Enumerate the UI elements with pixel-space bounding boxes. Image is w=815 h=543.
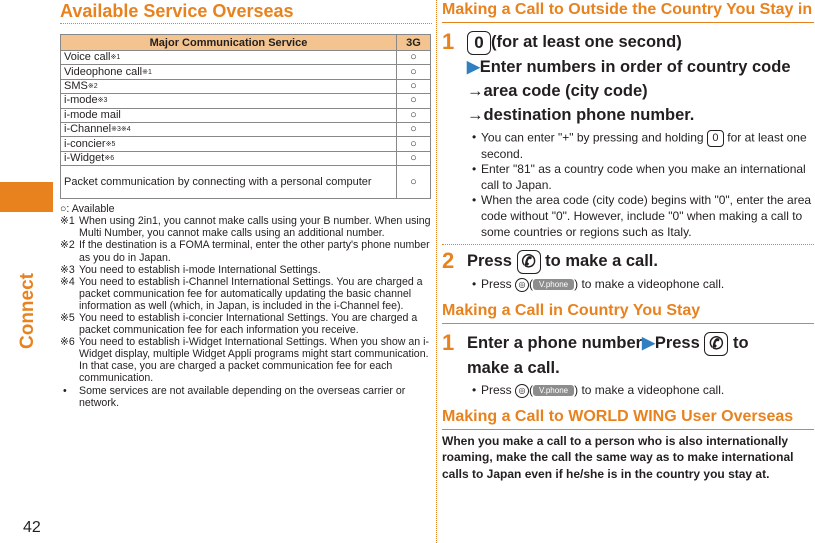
availability-mark: ○: [397, 94, 431, 108]
table-row: [61, 94, 431, 108]
availability-mark: ○: [397, 108, 431, 122]
availability-mark: ○: [397, 151, 431, 165]
table-row: [61, 122, 431, 136]
table-row: [61, 151, 431, 165]
bullet: • You can enter "+" by pressing and holding 0 for at least one second.: [472, 129, 807, 161]
table-row: [61, 108, 431, 122]
table-row: [61, 137, 431, 151]
availability-mark: ○: [397, 122, 431, 136]
service-name: Videophone call$^{※1}$: [61, 65, 397, 79]
page-number: 42: [23, 519, 41, 536]
side-tab-label: Connect: [17, 273, 38, 349]
bullet: • Enter "81" as a country code when you make an international call to Japan.: [472, 162, 806, 192]
vphone-softkey: V.phone: [533, 385, 574, 396]
footnote: ※4 You need to establish i-Channel International Settings. You are charged a packet communication fee for automatically updating the basic channel information as well (which, in Japan, is included in the i-Channel fee).: [60, 275, 423, 312]
availability-mark: ○: [397, 137, 431, 151]
table-header-3g: 3G: [397, 35, 431, 51]
availability-mark: ○: [397, 51, 431, 65]
availability-mark: ○: [397, 65, 431, 79]
section-title-in-country: Making a Call in Country You Stay: [442, 301, 814, 324]
service-name: i-Channel$^{※3※4}$: [61, 122, 397, 136]
table-row: [61, 65, 431, 79]
camera-key-icon: ◎: [515, 384, 529, 398]
table-row: [61, 51, 431, 65]
side-tab: [0, 0, 53, 543]
section-title-available-service: Available Service Overseas: [60, 0, 432, 24]
table-header-service: Major Communication Service: [61, 35, 397, 51]
service-name: Packet communication by connecting with a personal computer: [61, 166, 397, 199]
section-title-world-wing: Making a Call to WORLD WING User Overseas: [442, 407, 814, 430]
step-number: 1: [442, 29, 455, 54]
camera-key-icon: ◎: [515, 278, 529, 292]
service-table-body: [61, 51, 431, 199]
vphone-softkey: V.phone: [533, 279, 574, 290]
step-number: 2: [442, 248, 455, 274]
service-name: i-concier$^{※5}$: [61, 137, 397, 151]
availability-mark: ○: [397, 79, 431, 93]
arrow-right-icon: ▶: [642, 334, 655, 353]
footnote: ※6 You need to establish i-Widget International Settings. When you show an i-Widget display, multiple Widget Appli programs might start communication. In that case, you are charged a packet communication fee for each communication.: [60, 336, 429, 385]
service-name: i-mode$^{※3}$: [61, 94, 397, 108]
bullet: • Press ◎ ( V.phone ) to make a videophone call.: [472, 383, 725, 398]
notes: [60, 203, 432, 409]
step-1-in-country: 1 Enter a phone number▶Press ✆ to make a call.: [442, 331, 814, 380]
footnote: ※5 You need to establish i-concier International Settings. You are charged a packet communication fee for each information you receive.: [60, 311, 418, 337]
service-table: [60, 34, 431, 199]
legend: ○: Available: [60, 203, 115, 216]
call-key-icon: ✆: [517, 250, 541, 274]
side-tab-marker: [0, 182, 53, 212]
availability-mark: ○: [397, 166, 431, 199]
table-row: [61, 166, 431, 199]
arrow-right-icon: ▶: [467, 57, 480, 76]
step-number: 1: [442, 330, 455, 356]
section-title-outside-country: Making a Call to Outside the Country You Stay in: [442, 0, 814, 23]
service-name: i-mode mail: [61, 108, 397, 122]
left-column: [60, 0, 432, 409]
service-name: SMS$^{※2}$: [61, 79, 397, 93]
footnote: ※3 You need to establish i-mode International Settings.: [60, 263, 321, 276]
service-name: i-Widget$^{※6}$: [61, 151, 397, 165]
right-column: [442, 0, 814, 482]
footnote: ※1 When using 2in1, you cannot make calls using your B number. When using Multi Number, you cannot make calls using an additional number.: [60, 215, 431, 240]
footnote: ※2 If the destination is a FOMA terminal, enter the other party's phone number as you do in Japan.: [60, 239, 430, 264]
call-key-icon: ✆: [704, 332, 728, 356]
zero-key-icon: 0: [467, 31, 491, 55]
divider: [442, 244, 814, 245]
notes-list: [60, 215, 432, 384]
column-divider: [436, 0, 437, 543]
bullet-note: • Some services are not available depending on the overseas carrier or network.: [63, 384, 406, 409]
bullet: • Press ◎ ( V.phone ) to make a videophone call.: [472, 276, 725, 291]
service-name: Voice call$^{※1}$: [61, 51, 397, 65]
bullet: • When the area code (city code) begins with "0", enter the area code without "0". However, include "0" when making a call to some countries or regions such as Italy.: [472, 193, 812, 239]
step-2: 2 Press ✆ to make a call.: [442, 248, 658, 274]
table-row: [61, 79, 431, 93]
step-1: 1 0 (for at least one second) ▶Enter numbers in order of country code →area code (city code) →destination phone number.: [442, 30, 814, 127]
zero-key-icon: 0: [707, 130, 724, 147]
world-wing-body: When you make a call to a person who is also internationally roaming, make the call the same way as to make international calls to Japan even if he/she is in the country you stay at.: [442, 433, 794, 481]
